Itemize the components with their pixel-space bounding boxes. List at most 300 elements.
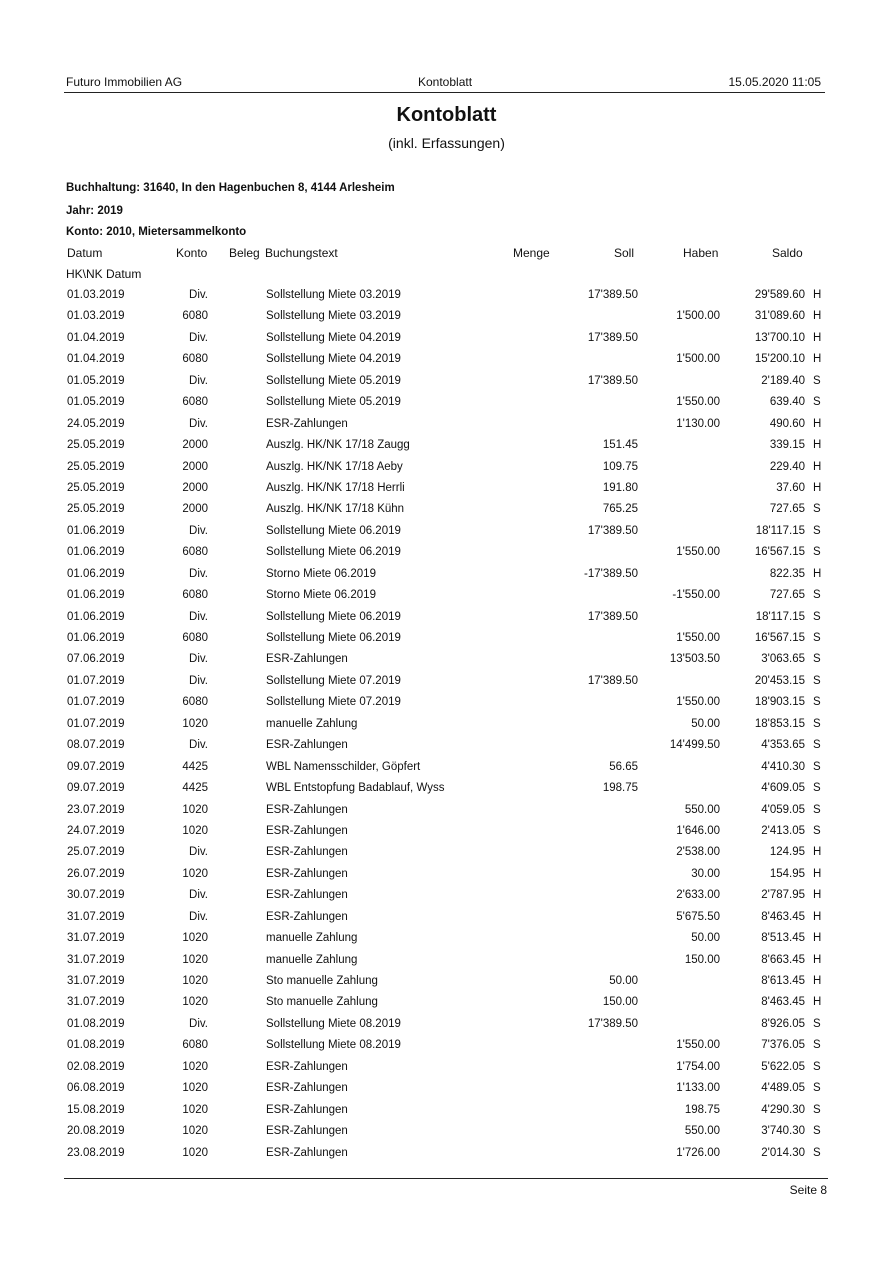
col-header-konto: Konto [176, 246, 208, 260]
row-buchungstext: Sollstellung Miete 05.2019 [266, 374, 401, 387]
row-buchungstext: Sollstellung Miete 06.2019 [266, 632, 401, 644]
row-saldo: 339.15 [769, 439, 805, 452]
row-konto: 2000 [182, 460, 208, 473]
row-haben: 1'726.00 [676, 1146, 720, 1159]
row-date: 31.07.2019 [67, 932, 125, 945]
row-konto: 2000 [182, 503, 208, 516]
row-date: 01.03.2019 [67, 289, 125, 301]
row-konto: 4425 [182, 782, 208, 795]
row-soll: 17'389.50 [587, 674, 638, 687]
table-row [0, 1035, 893, 1056]
row-konto: 1020 [182, 1060, 208, 1073]
row-date: 01.08.2019 [67, 1017, 125, 1030]
row-konto: 1020 [182, 824, 208, 837]
row-date: 01.04.2019 [67, 353, 125, 366]
row-haben: 550.00 [684, 1125, 720, 1138]
row-buchungstext: Sollstellung Miete 04.2019 [266, 331, 401, 344]
row-saldo: 4'353.65 [761, 739, 805, 752]
table-row [0, 499, 893, 520]
meta-konto: Konto: 2010, Mietersammelkonto [66, 226, 247, 238]
table-row [0, 542, 893, 563]
table-row [0, 1014, 893, 1035]
row-buchungstext: Sollstellung Miete 03.2019 [266, 289, 401, 301]
table-row [0, 1057, 893, 1078]
company-name: Futuro Immobilien AG [66, 75, 183, 89]
row-buchungstext: ESR-Zahlungen [266, 417, 348, 430]
table-row [0, 414, 893, 435]
table-row [0, 1121, 893, 1142]
row-date: 07.06.2019 [67, 653, 125, 666]
row-buchungstext: ESR-Zahlungen [266, 739, 348, 752]
row-haben: 1'550.00 [676, 696, 720, 709]
row-soll: 17'389.50 [587, 1017, 638, 1030]
row-konto: 6080 [182, 696, 208, 709]
table-row [0, 800, 893, 821]
row-haben: 1'550.00 [676, 632, 720, 644]
row-buchungstext: manuelle Zahlung [266, 717, 358, 730]
row-saldo: 8'463.45 [761, 996, 805, 1009]
row-date: 06.08.2019 [67, 1082, 125, 1095]
row-soll: 191.80 [602, 481, 638, 494]
row-buchungstext: ESR-Zahlungen [266, 653, 348, 666]
row-saldo: 5'622.05 [761, 1060, 805, 1073]
row-soll: 109.75 [602, 460, 638, 473]
row-saldo-sign: S [813, 589, 821, 602]
table-row [0, 607, 893, 628]
row-soll: 765.25 [602, 503, 638, 516]
row-saldo: 18'903.15 [754, 696, 805, 709]
table-row [0, 735, 893, 756]
table-row [0, 435, 893, 456]
row-konto: 1020 [182, 975, 208, 987]
row-haben: -1'550.00 [672, 589, 720, 602]
row-saldo-sign: S [813, 1103, 821, 1116]
row-buchungstext: WBL Namensschilder, Göpfert [266, 760, 421, 773]
row-saldo: 4'410.30 [761, 760, 805, 773]
row-date: 02.08.2019 [67, 1060, 125, 1073]
table-row [0, 1100, 893, 1121]
row-saldo-sign: H [813, 996, 822, 1009]
row-konto: Div. [189, 524, 208, 537]
row-saldo: 37.60 [776, 481, 805, 494]
row-haben: 1'500.00 [676, 310, 720, 323]
row-saldo: 20'453.15 [754, 674, 805, 687]
row-konto: 4425 [182, 760, 208, 773]
row-haben: 1'550.00 [676, 1039, 720, 1052]
row-haben: 198.75 [684, 1103, 720, 1116]
row-konto: 1020 [182, 867, 208, 880]
row-saldo: 8'926.05 [761, 1017, 805, 1030]
row-date: 01.03.2019 [67, 310, 125, 323]
row-buchungstext: ESR-Zahlungen [266, 824, 348, 837]
row-konto: Div. [189, 910, 208, 923]
row-soll: 17'389.50 [587, 374, 638, 387]
row-konto: 1020 [182, 953, 208, 966]
row-saldo-sign: H [813, 867, 822, 880]
row-buchungstext: Sollstellung Miete 07.2019 [266, 674, 401, 687]
row-buchungstext: ESR-Zahlungen [266, 1082, 348, 1095]
meta-buchhaltung: Buchhaltung: 31640, In den Hagenbuchen 8, 4144 Arlesheim [66, 182, 395, 194]
row-date: 01.06.2019 [67, 610, 125, 623]
row-saldo-sign: S [813, 396, 821, 409]
row-saldo: 13'700.10 [754, 331, 805, 344]
row-date: 01.05.2019 [67, 374, 125, 387]
row-saldo: 124.95 [769, 846, 805, 859]
row-saldo: 3'740.30 [761, 1125, 805, 1138]
footer-divider [64, 1178, 828, 1179]
row-saldo: 7'376.05 [761, 1039, 805, 1052]
row-date: 01.06.2019 [67, 589, 125, 602]
table-row [0, 928, 893, 949]
row-buchungstext: ESR-Zahlungen [266, 867, 348, 880]
row-date: 26.07.2019 [67, 867, 125, 880]
row-konto: Div. [189, 846, 208, 859]
row-saldo: 4'059.05 [761, 803, 805, 816]
row-saldo: 31'089.60 [754, 310, 805, 323]
row-konto: 1020 [182, 1125, 208, 1138]
row-konto: 6080 [182, 396, 208, 409]
col-header-soll: Soll [614, 246, 635, 260]
row-soll: 150.00 [602, 996, 638, 1009]
row-date: 23.07.2019 [67, 803, 125, 816]
row-date: 23.08.2019 [67, 1146, 125, 1159]
row-saldo-sign: S [813, 717, 821, 730]
header-doc-type: Kontoblatt [418, 75, 473, 89]
table-row [0, 692, 893, 713]
table-row [0, 864, 893, 885]
row-date: 31.07.2019 [67, 953, 125, 966]
page-title: Kontoblatt [396, 104, 497, 126]
row-konto: Div. [189, 567, 208, 580]
row-saldo-sign: H [813, 331, 822, 344]
row-buchungstext: Auszlg. HK/NK 17/18 Zaugg [266, 439, 410, 452]
row-konto: Div. [189, 610, 208, 623]
table-row [0, 778, 893, 799]
row-saldo: 8'613.45 [761, 975, 805, 987]
page-subtitle: (inkl. Erfassungen) [388, 135, 505, 151]
row-konto: Div. [189, 889, 208, 902]
row-buchungstext: ESR-Zahlungen [266, 889, 348, 902]
row-date: 25.05.2019 [67, 439, 125, 452]
row-saldo-sign: H [813, 460, 822, 473]
row-buchungstext: Sollstellung Miete 03.2019 [266, 310, 401, 323]
col-header-menge: Menge [513, 246, 550, 260]
row-saldo-sign: H [813, 310, 822, 323]
row-saldo: 2'014.30 [761, 1146, 805, 1159]
row-buchungstext: Sollstellung Miete 04.2019 [266, 353, 401, 366]
table-row [0, 371, 893, 392]
row-buchungstext: ESR-Zahlungen [266, 1060, 348, 1073]
table-row [0, 392, 893, 413]
row-konto: Div. [189, 653, 208, 666]
row-konto: 1020 [182, 1146, 208, 1159]
row-konto: 1020 [182, 803, 208, 816]
row-saldo-sign: S [813, 374, 821, 387]
row-buchungstext: Sollstellung Miete 06.2019 [266, 546, 401, 559]
row-haben: 1'754.00 [676, 1060, 720, 1073]
row-date: 25.05.2019 [67, 460, 125, 473]
table-row [0, 349, 893, 370]
row-haben: 1'500.00 [676, 353, 720, 366]
row-haben: 14'499.50 [669, 739, 720, 752]
row-konto: 6080 [182, 589, 208, 602]
row-buchungstext: WBL Entstopfung Badablauf, Wyss [266, 782, 445, 795]
table-row [0, 950, 893, 971]
row-date: 08.07.2019 [67, 739, 125, 752]
row-konto: 1020 [182, 1082, 208, 1095]
row-saldo-sign: S [813, 546, 821, 559]
row-konto: Div. [189, 289, 208, 301]
row-date: 01.06.2019 [67, 524, 125, 537]
row-date: 01.06.2019 [67, 632, 125, 644]
row-date: 09.07.2019 [67, 760, 125, 773]
col-header-beleg: Beleg [229, 246, 260, 260]
row-saldo: 18'853.15 [754, 717, 805, 730]
row-saldo-sign: H [813, 846, 822, 859]
row-buchungstext: manuelle Zahlung [266, 953, 358, 966]
row-konto: 6080 [182, 1039, 208, 1052]
row-date: 01.05.2019 [67, 396, 125, 409]
row-date: 01.07.2019 [67, 717, 125, 730]
row-saldo: 16'567.15 [754, 546, 805, 559]
table-row [0, 649, 893, 670]
row-haben: 150.00 [684, 953, 720, 966]
row-saldo-sign: S [813, 1082, 821, 1095]
row-saldo: 229.40 [769, 460, 805, 473]
table-row [0, 521, 893, 542]
row-konto: 1020 [182, 717, 208, 730]
row-saldo-sign: S [813, 782, 821, 795]
row-saldo-sign: S [813, 674, 821, 687]
table-row [0, 842, 893, 863]
row-saldo: 727.65 [769, 589, 805, 602]
col-header-saldo: Saldo [772, 246, 803, 260]
row-soll: 17'389.50 [587, 524, 638, 537]
row-konto: 1020 [182, 932, 208, 945]
row-konto: Div. [189, 331, 208, 344]
row-saldo-sign: S [813, 1125, 821, 1138]
table-row [0, 585, 893, 606]
row-saldo-sign: S [813, 760, 821, 773]
row-buchungstext: ESR-Zahlungen [266, 1103, 348, 1116]
row-buchungstext: ESR-Zahlungen [266, 846, 348, 859]
row-saldo: 18'117.15 [755, 524, 805, 537]
meta-jahr: Jahr: 2019 [66, 205, 123, 217]
row-date: 01.08.2019 [67, 1039, 125, 1052]
row-date: 01.07.2019 [67, 674, 125, 687]
table-row [0, 478, 893, 499]
row-saldo-sign: S [813, 1017, 821, 1030]
row-date: 30.07.2019 [67, 889, 125, 902]
row-konto: 1020 [182, 996, 208, 1009]
row-saldo: 8'513.45 [761, 932, 805, 945]
row-saldo: 154.95 [769, 867, 805, 880]
row-date: 25.05.2019 [67, 503, 125, 516]
row-saldo-sign: H [813, 975, 822, 987]
row-saldo: 8'663.45 [761, 953, 805, 966]
header-divider [64, 92, 825, 93]
row-haben: 1'550.00 [676, 546, 720, 559]
row-konto: 2000 [182, 481, 208, 494]
row-buchungstext: Sollstellung Miete 07.2019 [266, 696, 401, 709]
table-row [0, 306, 893, 327]
row-haben: 13'503.50 [669, 653, 720, 666]
row-konto: 6080 [182, 353, 208, 366]
row-saldo: 8'463.45 [761, 910, 805, 923]
table-row [0, 457, 893, 478]
row-konto: Div. [189, 1017, 208, 1030]
row-saldo-sign: S [813, 610, 821, 623]
row-haben: 1'646.00 [676, 824, 720, 837]
row-saldo: 4'489.05 [761, 1082, 805, 1095]
row-haben: 2'538.00 [676, 846, 720, 859]
table-row [0, 992, 893, 1013]
row-buchungstext: ESR-Zahlungen [266, 1146, 348, 1159]
row-date: 25.07.2019 [67, 846, 125, 859]
row-haben: 550.00 [684, 803, 720, 816]
row-buchungstext: Sollstellung Miete 05.2019 [266, 396, 401, 409]
table-row [0, 1078, 893, 1099]
row-soll: 17'389.50 [587, 331, 638, 344]
row-saldo: 16'567.15 [754, 632, 805, 644]
row-saldo: 4'609.05 [761, 782, 805, 795]
row-haben: 2'633.00 [676, 889, 720, 902]
row-saldo-sign: S [813, 803, 821, 816]
row-saldo-sign: S [813, 696, 821, 709]
row-date: 24.07.2019 [67, 824, 125, 837]
table-row [0, 885, 893, 906]
row-saldo-sign: S [813, 824, 821, 837]
table-row [0, 1143, 893, 1164]
row-date: 31.07.2019 [67, 996, 125, 1009]
row-saldo-sign: S [813, 1146, 821, 1159]
row-saldo: 4'290.30 [761, 1103, 805, 1116]
row-saldo-sign: S [813, 503, 821, 516]
row-saldo-sign: S [813, 739, 821, 752]
row-soll: -17'389.50 [584, 567, 638, 580]
row-konto: 2000 [182, 439, 208, 452]
ledger-table [0, 285, 893, 1164]
row-buchungstext: Storno Miete 06.2019 [266, 589, 376, 602]
table-row [0, 821, 893, 842]
row-buchungstext: Sto manuelle Zahlung [266, 975, 378, 987]
table-row [0, 907, 893, 928]
row-date: 01.06.2019 [67, 546, 125, 559]
col-header-buchungstext: Buchungstext [265, 246, 338, 260]
row-saldo: 822.35 [769, 567, 805, 580]
row-date: 20.08.2019 [67, 1125, 125, 1138]
row-date: 24.05.2019 [67, 417, 125, 430]
row-konto: 6080 [182, 632, 208, 644]
row-buchungstext: ESR-Zahlungen [266, 1125, 348, 1138]
row-saldo: 3'063.65 [761, 653, 805, 666]
row-saldo-sign: H [813, 567, 822, 580]
row-konto: 6080 [182, 310, 208, 323]
row-buchungstext: Auszlg. HK/NK 17/18 Kühn [266, 503, 405, 516]
row-soll: 56.65 [609, 760, 638, 773]
row-soll: 17'389.50 [587, 610, 638, 623]
row-saldo: 2'413.05 [761, 824, 805, 837]
row-buchungstext: Sto manuelle Zahlung [266, 996, 378, 1009]
row-buchungstext: Sollstellung Miete 06.2019 [266, 524, 401, 537]
row-buchungstext: Sollstellung Miete 06.2019 [266, 610, 401, 623]
row-date: 09.07.2019 [67, 782, 125, 795]
row-date: 01.07.2019 [67, 696, 125, 709]
row-saldo-sign: H [813, 932, 822, 945]
row-haben: 1'550.00 [676, 396, 720, 409]
table-row [0, 757, 893, 778]
row-saldo: 639.40 [769, 396, 805, 409]
row-saldo-sign: S [813, 1060, 821, 1073]
row-buchungstext: Sollstellung Miete 08.2019 [266, 1017, 401, 1030]
row-saldo-sign: S [813, 1039, 821, 1052]
row-haben: 50.00 [691, 717, 720, 730]
table-row [0, 971, 893, 992]
row-soll: 151.45 [602, 439, 638, 452]
row-saldo-sign: H [813, 439, 822, 452]
row-buchungstext: Storno Miete 06.2019 [266, 567, 376, 580]
col-header-haben: Haben [683, 246, 719, 260]
table-row [0, 564, 893, 585]
row-date: 01.04.2019 [67, 331, 125, 344]
row-saldo: 727.65 [769, 503, 805, 516]
col-header-hknk-datum: HK\NK Datum [66, 267, 142, 281]
row-date: 31.07.2019 [67, 910, 125, 923]
page-number: Seite 8 [789, 1183, 827, 1197]
row-saldo: 2'189.40 [761, 374, 805, 387]
row-konto: 1020 [182, 1103, 208, 1116]
row-soll: 50.00 [609, 975, 638, 987]
table-row [0, 671, 893, 692]
row-saldo-sign: S [813, 632, 821, 644]
row-saldo-sign: H [813, 910, 822, 923]
row-konto: Div. [189, 417, 208, 430]
row-haben: 30.00 [691, 867, 720, 880]
row-saldo: 2'787.95 [761, 889, 805, 902]
row-saldo-sign: H [813, 353, 822, 366]
table-row [0, 328, 893, 349]
row-buchungstext: manuelle Zahlung [266, 932, 358, 945]
row-buchungstext: ESR-Zahlungen [266, 910, 348, 923]
row-haben: 1'130.00 [676, 417, 720, 430]
row-saldo: 18'117.15 [755, 610, 805, 623]
row-saldo: 29'589.60 [754, 289, 805, 301]
row-soll: 17'389.50 [587, 289, 638, 301]
row-saldo: 490.60 [769, 417, 805, 430]
table-row [0, 714, 893, 735]
row-konto: Div. [189, 674, 208, 687]
row-buchungstext: Auszlg. HK/NK 17/18 Aeby [266, 460, 403, 473]
header-datetime: 15.05.2020 11:05 [728, 75, 821, 89]
row-konto: Div. [189, 374, 208, 387]
row-saldo-sign: H [813, 889, 822, 902]
row-buchungstext: ESR-Zahlungen [266, 803, 348, 816]
row-buchungstext: Sollstellung Miete 08.2019 [266, 1039, 401, 1052]
row-date: 25.05.2019 [67, 481, 125, 494]
col-header-datum: Datum [67, 246, 103, 260]
row-date: 31.07.2019 [67, 975, 125, 987]
row-date: 01.06.2019 [67, 567, 125, 580]
table-row [0, 285, 893, 306]
row-saldo-sign: H [813, 953, 822, 966]
row-haben: 5'675.50 [676, 910, 720, 923]
row-haben: 1'133.00 [676, 1082, 720, 1095]
row-konto: 6080 [182, 546, 208, 559]
row-buchungstext: Auszlg. HK/NK 17/18 Herrli [266, 481, 405, 494]
row-saldo-sign: H [813, 481, 822, 494]
row-date: 15.08.2019 [67, 1103, 125, 1116]
row-haben: 50.00 [691, 932, 720, 945]
